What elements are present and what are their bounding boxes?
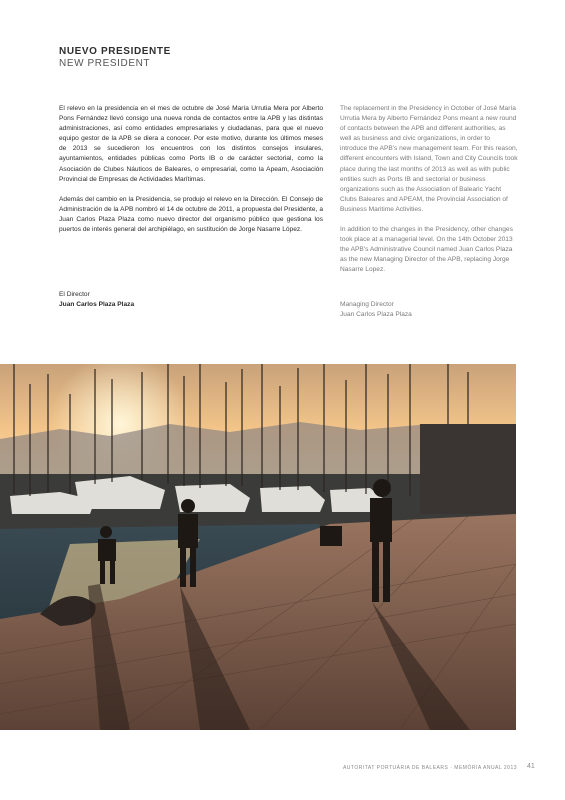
page-number: 41 bbox=[527, 763, 535, 770]
spanish-column bbox=[59, 104, 323, 245]
marina-sunset-photo bbox=[0, 364, 516, 730]
english-paragraph: The replacement in the Presidency in October of José María Urrutia Mera by Alberto Fernández Pons meant a new round of contacts between the APB and different authorities, as well as business and civic organizations, in order to introduce the APB's new management team. For this reason, different encounters with Island, Town and City Councils took place during the last months of 2013 as well as with public entities such as Ports IB and sectorial or business organizations such as the Association of Balearic Yacht Clubs Baleares and APEAM, the Provincial Association of Business Maritime Activities. bbox=[340, 105, 518, 213]
english-signature bbox=[340, 300, 412, 320]
signature-role: El Director bbox=[59, 291, 90, 298]
spanish-paragraph: Además del cambio en la Presidencia, se produjo el relevo en la Dirección. El Consejo de Administración de la APB nombró el 14 de octubre de 2011, a propuesta del Presidente, a Juan Carlos Plaza Plaza como nuevo director del organismo público que gestiona los puertos de interés general del archipiélago, en sustitución de Jorge Nasarre López. bbox=[59, 195, 323, 234]
spanish-signature bbox=[59, 290, 134, 310]
section-title-english: NEW PRESIDENT bbox=[59, 58, 151, 69]
spanish-paragraph: El relevo en la presidencia en el mes de octubre de José María Urrutia Mera por Alberto Pons Fernández llevó consigo una nueva ronda de contactos entre la APB y las distintas administraciones, así como entidades empresariales y ciudadanas, para que el nuevo equipo gestor de la APB se diera a conocer. Por este motivo, durante los últimos meses de 2013 se sucedieron los encuentros con los distintos consejos insulares, ayuntamientos, entidades públicas como Ports IB o de carácter sectorial, como la Asociación de Clubes Náuticos de Baleares, o empresarial, como la Apeam, Asociación Provincial de Empresas de Actividades Marítimas. bbox=[59, 105, 323, 183]
signature-name: Juan Carlos Plaza Plaza bbox=[340, 311, 412, 318]
signature-role: Managing Director bbox=[340, 301, 394, 308]
marina-photo-illustration bbox=[0, 364, 516, 730]
english-paragraph: In addition to the changes in the Presidency, other changes took place at a managerial level. On the 14th October 2013 the APB's Administrative Council named Juan Carlos Plaza as the new Managing Director of the APB, replacing Jorge Nasarre Lopez. bbox=[340, 226, 513, 274]
section-title: NUEVO PRESIDENTE bbox=[59, 46, 171, 57]
footer-publication: AUTORITAT PORTUÀRIA DE BALEARS · MEMÒRIA ANUAL 2013 bbox=[342, 765, 517, 771]
english-column bbox=[340, 104, 518, 286]
signature-name: Juan Carlos Plaza Plaza bbox=[59, 301, 135, 308]
